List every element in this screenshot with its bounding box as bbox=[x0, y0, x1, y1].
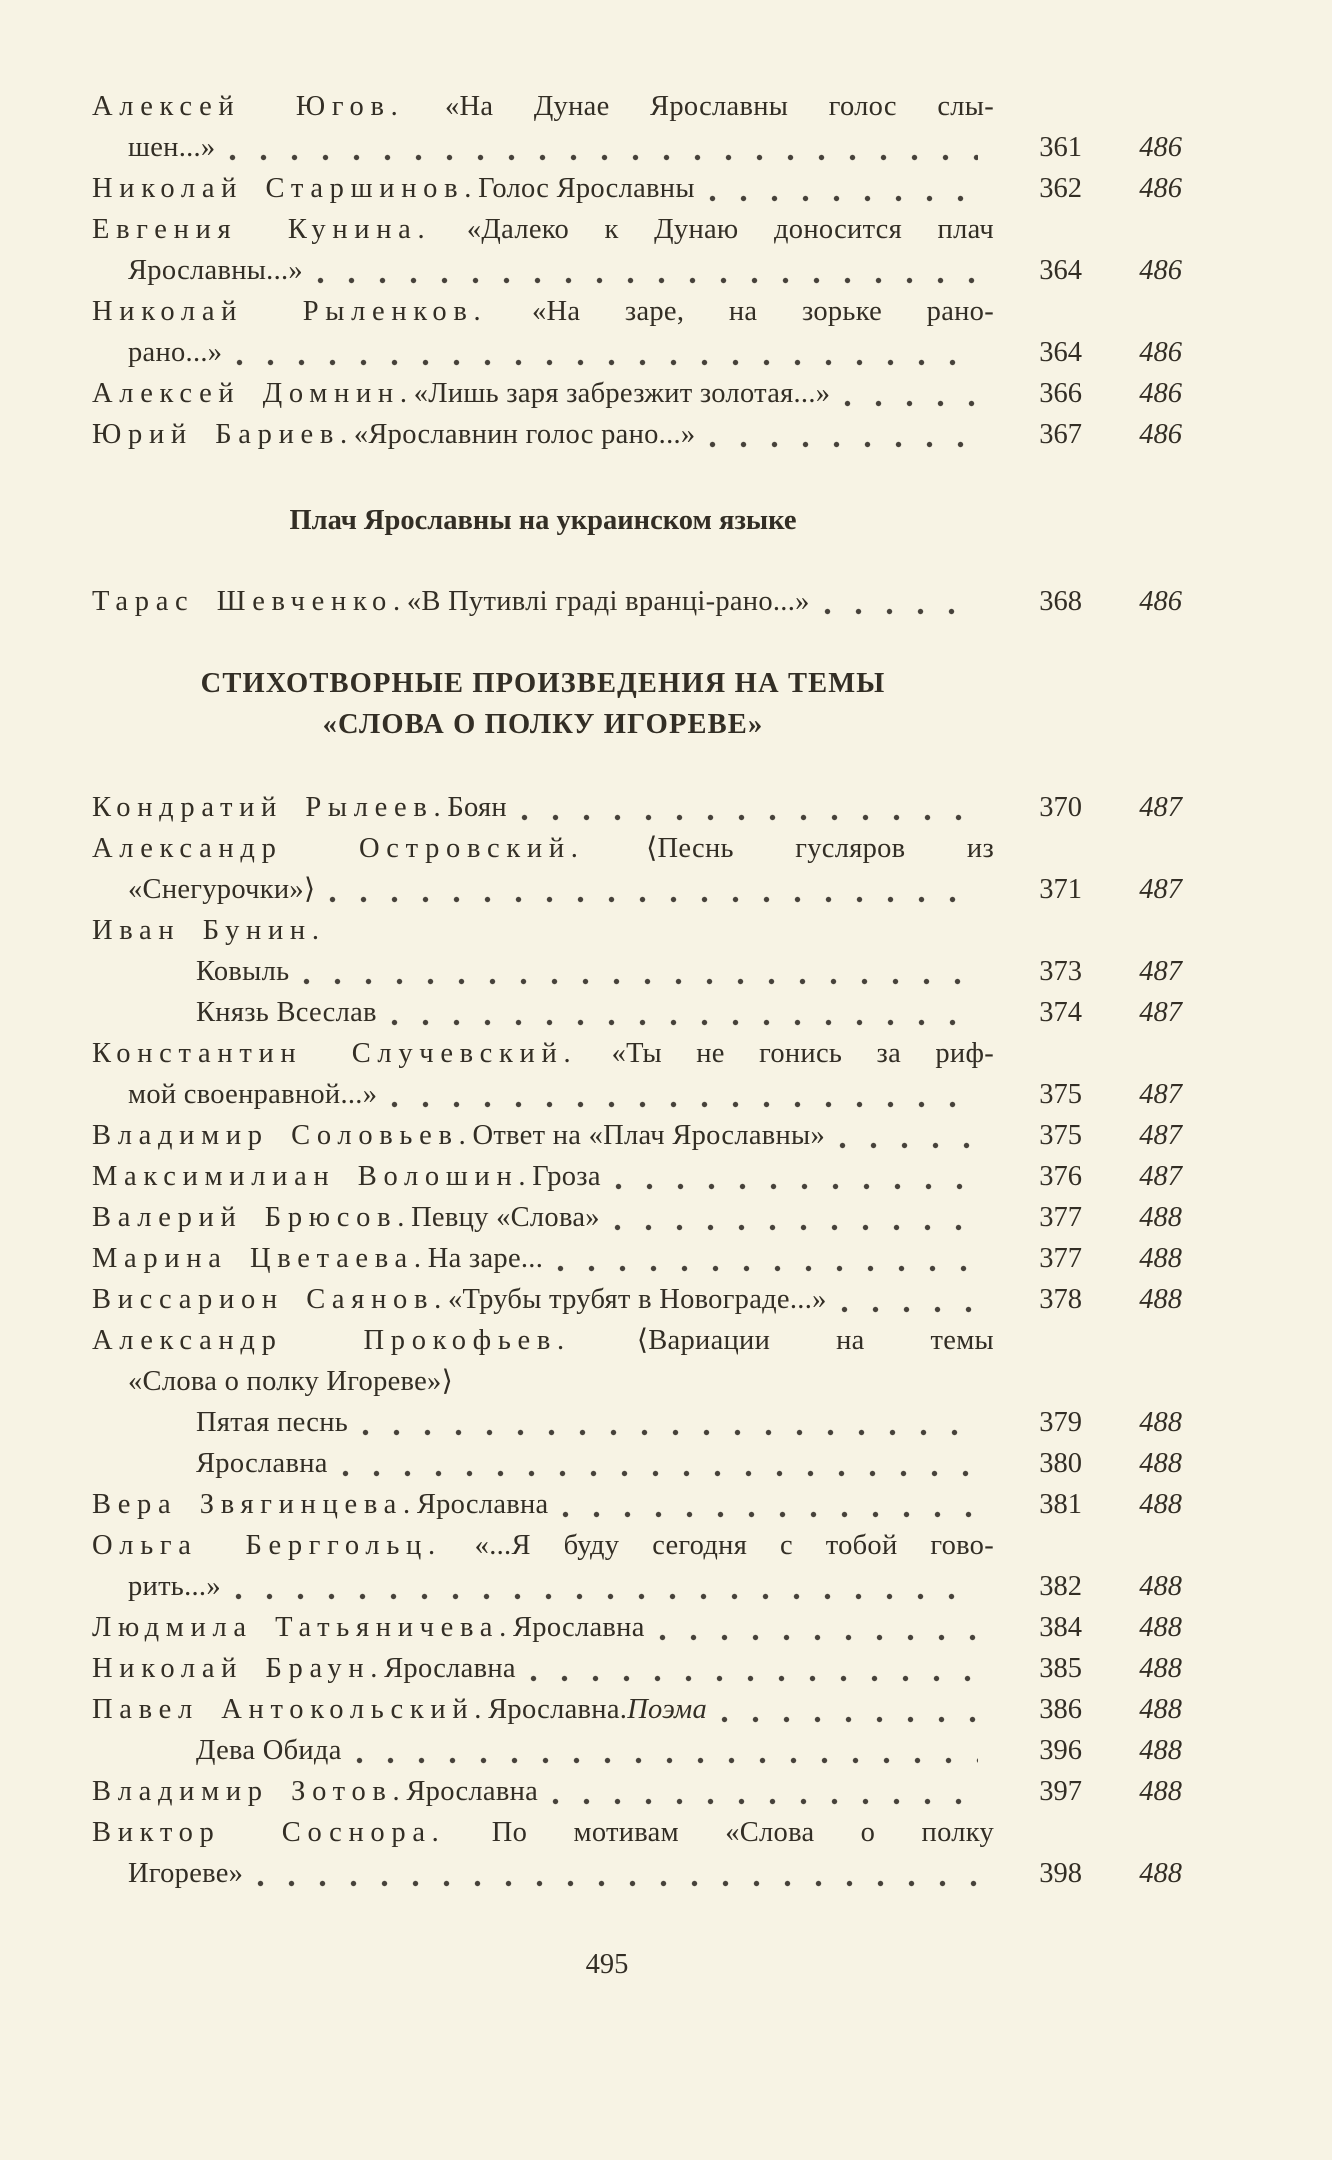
dot-leader bbox=[257, 1880, 978, 1887]
commentary-page-number: 488 bbox=[1139, 1735, 1182, 1766]
toc-entry-text bbox=[92, 1156, 994, 1197]
author-name: Алексей Югов. bbox=[92, 91, 405, 122]
text-page-number: 367 bbox=[1039, 419, 1082, 450]
toc-entry-text bbox=[92, 1074, 994, 1115]
work-title: «Ты не гонись за риф- bbox=[577, 1038, 994, 1069]
dot-leader bbox=[824, 608, 978, 615]
toc-entry-text bbox=[92, 1853, 994, 1894]
work-title: Ярославна bbox=[512, 1612, 645, 1643]
dot-leader bbox=[530, 1675, 978, 1682]
toc-entry-line bbox=[92, 250, 1182, 291]
work-title: По мотивам «Слова о полку bbox=[445, 1817, 994, 1848]
toc-entry-line bbox=[92, 992, 1182, 1033]
toc-entry-text bbox=[92, 1361, 994, 1402]
work-title: Ответ на «Плач Ярославны» bbox=[472, 1120, 826, 1151]
text-page-number: 384 bbox=[1039, 1612, 1082, 1643]
text-page-number: 375 bbox=[1039, 1120, 1082, 1151]
commentary-page-number: 488 bbox=[1139, 1489, 1182, 1520]
work-title: «Снегурочки»⟩ bbox=[128, 874, 316, 905]
toc-entry-text bbox=[92, 1812, 994, 1853]
work-title: ⟨Вариации на темы bbox=[570, 1325, 994, 1356]
toc-entry-line bbox=[92, 1361, 1182, 1402]
author-name: Александр Прокофьев. bbox=[92, 1325, 571, 1356]
dot-leader bbox=[356, 1757, 978, 1764]
work-title: мой своенравной...» bbox=[128, 1079, 378, 1110]
author-name: Вера Звягинцева. bbox=[92, 1489, 417, 1520]
toc-entry-line bbox=[92, 1525, 1182, 1566]
toc-entry-text bbox=[92, 1279, 994, 1320]
author-name: Павел Антокольский. bbox=[92, 1694, 489, 1725]
toc-entry-text bbox=[92, 332, 994, 373]
work-title: Ярославна bbox=[416, 1489, 549, 1520]
toc-entry-text bbox=[92, 910, 994, 951]
dot-leader bbox=[521, 814, 978, 821]
work-title: Ярославна. bbox=[488, 1694, 628, 1725]
dot-leader bbox=[235, 1593, 978, 1600]
toc-entry-line bbox=[92, 1607, 1182, 1648]
work-title: Гроза bbox=[532, 1161, 601, 1192]
dot-leader bbox=[342, 1470, 978, 1477]
text-page-number: 397 bbox=[1039, 1776, 1082, 1807]
commentary-page-number: 488 bbox=[1139, 1694, 1182, 1725]
toc-entry-line bbox=[92, 1033, 1182, 1074]
dot-leader bbox=[841, 1306, 978, 1313]
toc-entry-line bbox=[92, 1074, 1182, 1115]
commentary-page-number: 488 bbox=[1139, 1407, 1182, 1438]
text-page-number: 382 bbox=[1039, 1571, 1082, 1602]
toc-entry-line bbox=[92, 1689, 1182, 1730]
table-of-contents bbox=[92, 86, 1182, 1894]
text-page-number: 380 bbox=[1039, 1448, 1082, 1479]
work-title: Ярославна bbox=[406, 1776, 539, 1807]
text-page-number: 374 bbox=[1039, 997, 1082, 1028]
toc-entry-line bbox=[92, 332, 1182, 373]
author-name: Юрий Бариев. bbox=[92, 419, 354, 450]
dot-leader bbox=[557, 1265, 978, 1272]
toc-entry-text bbox=[92, 869, 994, 910]
commentary-page-number: 488 bbox=[1139, 1571, 1182, 1602]
dot-leader bbox=[229, 154, 978, 161]
work-title: Пятая песнь bbox=[196, 1407, 349, 1438]
dot-leader bbox=[615, 1183, 978, 1190]
toc-entry-line bbox=[92, 1402, 1182, 1443]
work-title: «На Дунае Ярославны голос слы- bbox=[404, 91, 994, 122]
work-title: рить...» bbox=[128, 1571, 221, 1602]
commentary-page-number: 488 bbox=[1139, 1202, 1182, 1233]
part-heading-line: СТИХОТВОРНЫЕ ПРОИЗВЕДЕНИЯ НА ТЕМЫ bbox=[200, 668, 886, 699]
toc-entry-line bbox=[92, 1443, 1182, 1484]
toc-entry-text bbox=[92, 1033, 994, 1074]
commentary-page-number: 487 bbox=[1139, 874, 1182, 905]
toc-entry-line bbox=[92, 828, 1182, 869]
toc-entry-text bbox=[92, 1525, 994, 1566]
text-page-number: 361 bbox=[1039, 132, 1082, 163]
author-name: Николай Старшинов. bbox=[92, 173, 479, 204]
author-name: Владимир Зотов. bbox=[92, 1776, 407, 1807]
toc-entry-line bbox=[92, 1648, 1182, 1689]
commentary-page-number: 487 bbox=[1139, 1079, 1182, 1110]
author-name: Виктор Соснора. bbox=[92, 1817, 446, 1848]
dot-leader bbox=[362, 1429, 978, 1436]
work-title: «Ярославнин голос рано...» bbox=[353, 419, 696, 450]
text-page-number: 379 bbox=[1039, 1407, 1082, 1438]
work-title: «Слова о полку Игореве»⟩ bbox=[128, 1366, 453, 1397]
toc-entry-text bbox=[92, 1648, 994, 1689]
text-page-number: 378 bbox=[1039, 1284, 1082, 1315]
text-page-number: 364 bbox=[1039, 255, 1082, 286]
toc-entry-line bbox=[92, 787, 1182, 828]
toc-entry-line bbox=[92, 1484, 1182, 1525]
toc-entry-text bbox=[92, 1402, 994, 1443]
dot-leader bbox=[839, 1142, 978, 1149]
text-page-number: 377 bbox=[1039, 1243, 1082, 1274]
text-page-number: 362 bbox=[1039, 173, 1082, 204]
commentary-page-number: 487 bbox=[1139, 956, 1182, 987]
toc-entry-line bbox=[92, 1156, 1182, 1197]
toc-entry-text bbox=[92, 373, 994, 414]
author-name: Иван Бунин. bbox=[92, 915, 326, 946]
work-genre: Поэма bbox=[627, 1694, 707, 1725]
author-name: Максимилиан Волошин. bbox=[92, 1161, 533, 1192]
section-heading: Плач Ярославны на украинском языке bbox=[289, 505, 797, 536]
dot-leader bbox=[721, 1716, 978, 1723]
toc-entry-text bbox=[92, 250, 994, 291]
work-title: «Далеко к Дунаю доносится плач bbox=[431, 214, 995, 245]
commentary-page-number: 486 bbox=[1139, 419, 1182, 450]
toc-entry-line bbox=[92, 910, 1182, 951]
text-page-number: 371 bbox=[1039, 874, 1082, 905]
commentary-page-number: 487 bbox=[1139, 792, 1182, 823]
toc-entry-line bbox=[92, 1238, 1182, 1279]
part-heading-line: «СЛОВА О ПОЛКУ ИГОРЕВЕ» bbox=[322, 709, 764, 740]
toc-entry-line bbox=[92, 1115, 1182, 1156]
commentary-page-number: 487 bbox=[1139, 1120, 1182, 1151]
toc-entry-text bbox=[92, 1730, 994, 1771]
commentary-page-number: 488 bbox=[1139, 1284, 1182, 1315]
toc-entry-line bbox=[92, 127, 1182, 168]
commentary-page-number: 488 bbox=[1139, 1776, 1182, 1807]
dot-leader bbox=[552, 1798, 978, 1805]
dot-leader bbox=[236, 359, 978, 366]
text-page-number: 377 bbox=[1039, 1202, 1082, 1233]
author-name: Николай Браун. bbox=[92, 1653, 385, 1684]
toc-entry-line bbox=[92, 1771, 1182, 1812]
toc-entry-text bbox=[92, 787, 994, 828]
dot-leader bbox=[709, 441, 978, 448]
toc-entry-text bbox=[92, 291, 994, 332]
toc-entry-text bbox=[92, 1566, 994, 1607]
toc-entry-line bbox=[92, 581, 1182, 622]
author-name: Виссарион Саянов. bbox=[92, 1284, 448, 1315]
commentary-page-number: 486 bbox=[1139, 337, 1182, 368]
toc-entry-text bbox=[92, 1689, 994, 1730]
author-name: Ольга Берггольц. bbox=[92, 1530, 442, 1561]
toc-entry-text bbox=[92, 1115, 994, 1156]
work-title: ⟨Песнь гусляров из bbox=[584, 833, 995, 864]
toc-entry-text bbox=[92, 1607, 994, 1648]
commentary-page-number: 486 bbox=[1139, 255, 1182, 286]
work-title: «В Путивлі граді вранці-рано...» bbox=[406, 586, 810, 617]
work-title: «...Я буду сегодня с тобой гово- bbox=[441, 1530, 994, 1561]
dot-leader bbox=[317, 277, 978, 284]
text-page-number: 375 bbox=[1039, 1079, 1082, 1110]
toc-entry-line bbox=[92, 291, 1182, 332]
toc-entry-text bbox=[92, 127, 994, 168]
toc-entry-line bbox=[92, 86, 1182, 127]
part-heading bbox=[92, 663, 1182, 745]
work-title: Боян bbox=[447, 792, 507, 823]
author-name: Евгения Кунина. bbox=[92, 214, 432, 245]
author-name: Кондратий Рылеев. bbox=[92, 792, 448, 823]
toc-entry-line bbox=[92, 1279, 1182, 1320]
work-title: Дева Обида bbox=[196, 1735, 342, 1766]
commentary-page-number: 488 bbox=[1139, 1448, 1182, 1479]
toc-entry-text bbox=[92, 1320, 994, 1361]
toc-entry-line bbox=[92, 1812, 1182, 1853]
text-page-number: 370 bbox=[1039, 792, 1082, 823]
toc-entry-text bbox=[92, 1197, 994, 1238]
author-name: Николай Рыленков. bbox=[92, 296, 488, 327]
author-name: Константин Случевский. bbox=[92, 1038, 578, 1069]
toc-entry-text bbox=[92, 1771, 994, 1812]
commentary-page-number: 488 bbox=[1139, 1612, 1182, 1643]
dot-leader bbox=[303, 978, 978, 985]
author-name: Александр Островский. bbox=[92, 833, 585, 864]
toc-entry-line bbox=[92, 1853, 1182, 1894]
folio-page-number: 495 bbox=[585, 1949, 629, 1980]
toc-entry-line bbox=[92, 414, 1182, 455]
dot-leader bbox=[709, 195, 978, 202]
toc-entry-text bbox=[92, 414, 994, 455]
commentary-page-number: 486 bbox=[1139, 378, 1182, 409]
work-title: На заре... bbox=[427, 1243, 544, 1274]
text-page-number: 366 bbox=[1039, 378, 1082, 409]
text-page-number: 368 bbox=[1039, 586, 1082, 617]
text-page-number: 381 bbox=[1039, 1489, 1082, 1520]
dot-leader bbox=[844, 400, 978, 407]
author-name: Владимир Соловьев. bbox=[92, 1120, 473, 1151]
work-title: «Лишь заря забрезжит золотая...» bbox=[413, 378, 831, 409]
work-title: Ковыль bbox=[196, 956, 290, 987]
toc-entry-line bbox=[92, 1730, 1182, 1771]
work-title: «Трубы трубят в Новограде...» bbox=[447, 1284, 827, 1315]
commentary-page-number: 487 bbox=[1139, 997, 1182, 1028]
toc-entry-text bbox=[92, 951, 994, 992]
work-title: рано...» bbox=[128, 337, 223, 368]
work-title: Князь Всеслав bbox=[196, 997, 377, 1028]
toc-entry-line bbox=[92, 168, 1182, 209]
dot-leader bbox=[562, 1511, 978, 1518]
text-page-number: 386 bbox=[1039, 1694, 1082, 1725]
toc-entry-line bbox=[92, 951, 1182, 992]
toc-entry-text bbox=[92, 86, 994, 127]
toc-entry-text bbox=[92, 581, 994, 622]
author-name: Людмила Татьяничева. bbox=[92, 1612, 513, 1643]
dot-leader bbox=[329, 896, 978, 903]
work-title: Певцу «Слова» bbox=[411, 1202, 600, 1233]
dot-leader bbox=[391, 1101, 978, 1108]
author-name: Тарас Шевченко. bbox=[92, 586, 407, 617]
dot-leader bbox=[614, 1224, 978, 1231]
text-page-number: 376 bbox=[1039, 1161, 1082, 1192]
toc-entry-text bbox=[92, 992, 994, 1033]
commentary-page-number: 488 bbox=[1139, 1653, 1182, 1684]
text-page-number: 385 bbox=[1039, 1653, 1082, 1684]
text-page-number: 398 bbox=[1039, 1858, 1082, 1889]
commentary-page-number: 488 bbox=[1139, 1858, 1182, 1889]
dot-leader bbox=[659, 1634, 978, 1641]
work-title: Ярославны...» bbox=[128, 255, 303, 286]
text-page-number: 373 bbox=[1039, 956, 1082, 987]
toc-entry-line bbox=[92, 373, 1182, 414]
toc-entry-line bbox=[92, 1320, 1182, 1361]
dot-leader bbox=[391, 1019, 978, 1026]
work-title: Ярославна bbox=[384, 1653, 516, 1684]
text-page-number: 396 bbox=[1039, 1735, 1082, 1766]
text-page-number: 364 bbox=[1039, 337, 1082, 368]
author-name: Марина Цветаева. bbox=[92, 1243, 428, 1274]
work-title: Игореве» bbox=[128, 1858, 244, 1889]
commentary-page-number: 487 bbox=[1139, 1161, 1182, 1192]
toc-entry-text bbox=[92, 1443, 994, 1484]
commentary-page-number: 486 bbox=[1139, 173, 1182, 204]
work-title: Голос Ярославны bbox=[478, 173, 695, 204]
toc-entry-text bbox=[92, 168, 994, 209]
work-title: «На заре, на зорьке рано- bbox=[487, 296, 994, 327]
commentary-page-number: 486 bbox=[1139, 586, 1182, 617]
author-name: Валерий Брюсов. bbox=[92, 1202, 412, 1233]
toc-entry-text bbox=[92, 209, 994, 250]
toc-entry-text bbox=[92, 828, 994, 869]
commentary-page-number: 486 bbox=[1139, 132, 1182, 163]
toc-entry-text bbox=[92, 1484, 994, 1525]
work-title: Ярославна bbox=[196, 1448, 328, 1479]
commentary-page-number: 488 bbox=[1139, 1243, 1182, 1274]
toc-entry-line bbox=[92, 869, 1182, 910]
author-name: Алексей Домнин. bbox=[92, 378, 414, 409]
work-title: шен...» bbox=[128, 132, 216, 163]
toc-entry-line bbox=[92, 209, 1182, 250]
toc-entry-text bbox=[92, 1238, 994, 1279]
toc-entry-line bbox=[92, 1197, 1182, 1238]
toc-entry-line bbox=[92, 1566, 1182, 1607]
